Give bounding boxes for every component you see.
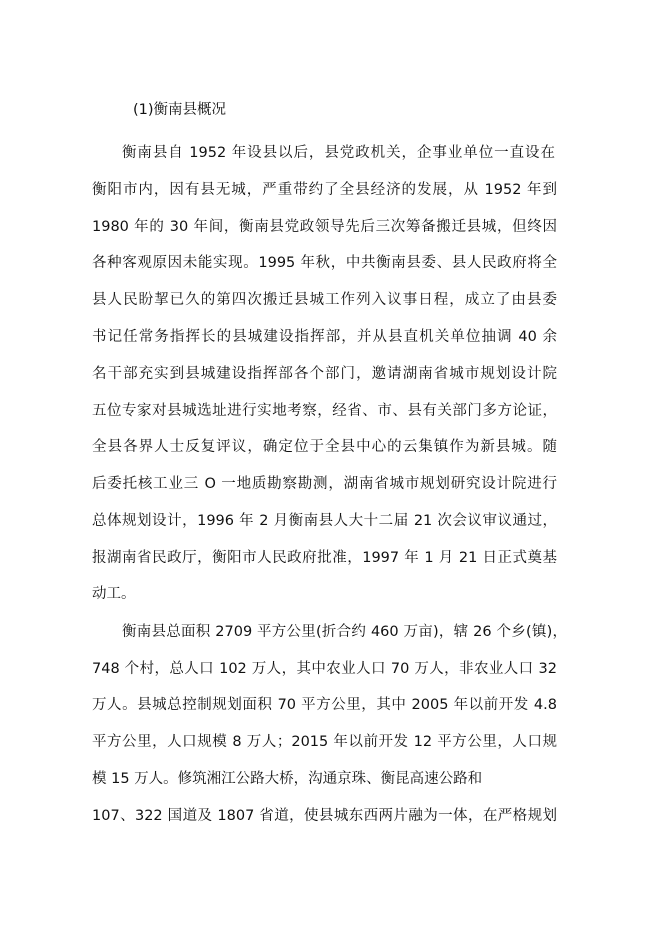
paragraph-line: 107、322 国道及 1807 省道，使县城东西两片融为一体，在严格规划 — [92, 808, 557, 824]
paragraph-line: 衡南县总面积 2709 平方公里(折合约 460 万亩)，辖 26 个乡(镇)， — [122, 624, 567, 640]
paragraph-line: 后委托核工业三 O 一地质勘察勘测，湖南省城市规划研究设计院进行 — [92, 476, 557, 492]
paragraph-line: 衡阳市内，因有县无城，严重带约了全县经济的发展，从 1952 年到 — [92, 182, 557, 198]
paragraph-line: 县人民盼挈已久的第四次搬迁县城工作列入议事日程，成立了由县委 — [92, 292, 557, 308]
paragraph-line: 全县各界人士反复评议，确定位于全县中心的云集镇作为新县城。随 — [92, 439, 557, 455]
paragraph-line: 总体规划设计，1996 年 2 月衡南县人大十二届 21 次会议审议通过， — [92, 513, 557, 529]
paragraph-line: 衡南县自 1952 年设县以后，县党政机关，企事业单位一直设在 — [122, 145, 555, 161]
paragraph-line: 1980 年的 30 年间，衡南县党政领导先后三次筹备搬迁县城，但终因 — [92, 219, 557, 235]
paragraph-line: 书记任常务指挥长的县城建设指挥部，并从县直机关单位抽调 40 余 — [92, 329, 557, 345]
paragraph-line: 模 15 万人。修筑湘江公路大桥，沟通京珠、衡昆高速公路和 — [92, 771, 483, 787]
paragraph-line: 748 个村，总人口 102 万人，其中农业人口 70 万人，非农业人口 32 — [92, 661, 557, 677]
paragraph-line: 动工。 — [92, 586, 136, 602]
paragraph-line: 五位专家对县城选址进行实地考察，经省、市、县有关部门多方论证， — [92, 403, 557, 419]
paragraph-line: 万人。县城总控制规划面积 70 平方公里，其中 2005 年以前开发 4.8 — [92, 697, 557, 713]
paragraph-line: 报湖南省民政厅，衡阳市人民政府批准，1997 年 1 月 21 日正式奠基 — [92, 550, 557, 566]
paragraph-line: 各种客观原因未能实现。1995 年秋，中共衡南县委、县人民政府将全 — [92, 255, 557, 271]
paragraph-line: 平方公里，人口规模 8 万人；2015 年以前开发 12 平方公里，人口规 — [92, 734, 557, 750]
section-heading: (1)衡南县概况 — [133, 102, 227, 118]
paragraph-line: 名干部充实到县城建设指挥部各个部门，邀请湖南省城市规划设计院 — [92, 366, 557, 382]
